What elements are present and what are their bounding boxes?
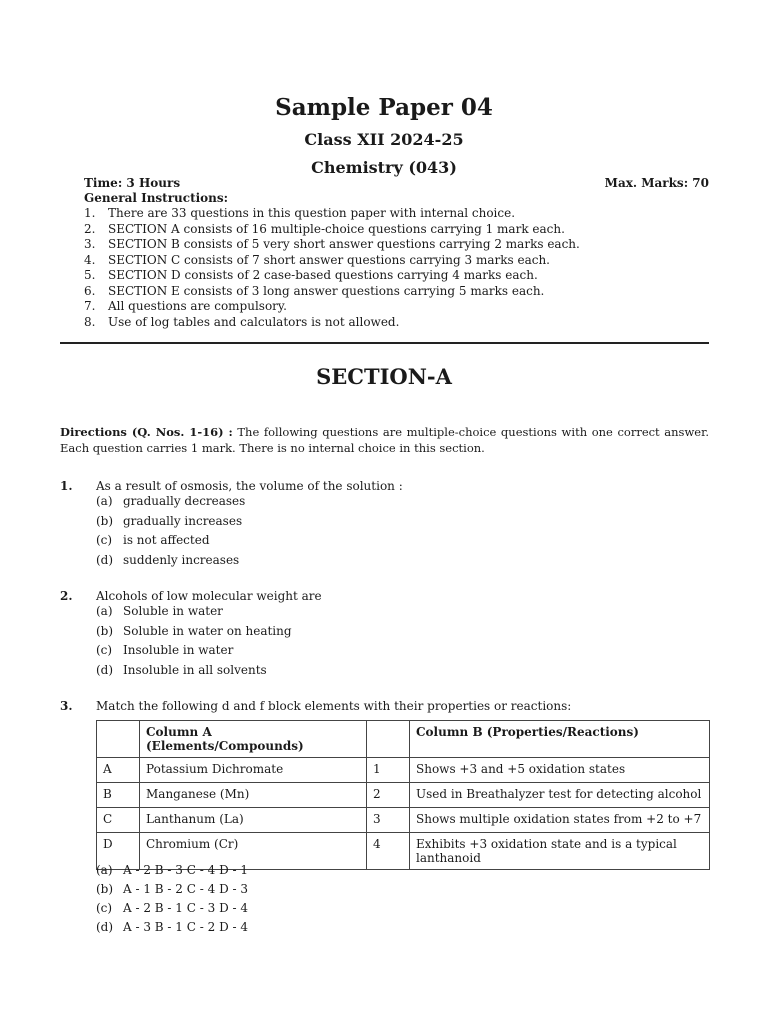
table-cell: C	[97, 808, 140, 833]
instruction-number: 1.	[84, 206, 96, 220]
instruction-item	[84, 253, 580, 269]
option-item	[96, 901, 248, 920]
table-cell: Potassium Dichromate	[140, 758, 367, 783]
question-text: As a result of osmosis, the volume of the solution :	[96, 479, 403, 493]
question-text: Alcohols of low molecular weight are	[96, 589, 322, 603]
table-header-cell	[367, 721, 410, 758]
table-cell: A	[97, 758, 140, 783]
time-label: Time: 3 Hours	[84, 176, 181, 190]
option-text: Soluble in water on heating	[123, 623, 292, 638]
table-row	[97, 758, 710, 783]
option-item	[96, 533, 245, 553]
option-item	[96, 553, 245, 573]
instruction-number: 7.	[84, 299, 96, 313]
option-text: is not affected	[123, 533, 210, 547]
section-title: SECTION-A	[316, 364, 452, 389]
option-label: (b)	[96, 513, 114, 528]
instruction-text: SECTION B consists of 5 very short answer questions carrying 2 marks each.	[108, 237, 580, 251]
instruction-item	[84, 268, 580, 284]
table-cell: Shows multiple oxidation states from +2 to +7	[410, 808, 710, 833]
instruction-text: SECTION E consists of 3 long answer questions carrying 5 marks each.	[108, 283, 545, 298]
table-cell: Shows +3 and +5 oxidation states	[410, 758, 710, 783]
table-row	[97, 808, 710, 833]
option-item	[96, 920, 248, 939]
instruction-text: SECTION C consists of 7 short answer questions carrying 3 marks each.	[108, 252, 550, 267]
question-number: 3.	[60, 699, 73, 713]
option-label: (d)	[96, 552, 114, 567]
option-text: A - 3 B - 1 C - 2 D - 4	[123, 920, 249, 934]
match-table	[96, 720, 710, 870]
options-list	[96, 863, 248, 939]
option-text: Insoluble in water	[123, 643, 234, 657]
option-label: (a)	[96, 494, 113, 508]
instruction-item	[84, 222, 580, 238]
table-header-cell: Column A (Elements/Compounds)	[140, 721, 367, 758]
instruction-number: 5.	[84, 268, 96, 282]
directions-text: The following questions are multiple-choice questions with one correct answer. Each question carries 1 mark. There is no internal choice in this section.	[60, 425, 709, 455]
class-line: Class XII 2024-25	[304, 130, 464, 149]
option-label: (d)	[96, 662, 114, 677]
instruction-number: 6.	[84, 283, 96, 298]
instruction-item	[84, 237, 580, 253]
table-cell: Lanthanum (La)	[140, 808, 367, 833]
option-label: (b)	[96, 623, 114, 638]
option-item	[96, 882, 248, 901]
option-text: Soluble in water	[123, 604, 223, 618]
option-label: (d)	[96, 920, 114, 934]
option-item	[96, 663, 292, 683]
question-number: 2.	[60, 589, 73, 603]
subject-line: Chemistry (043)	[311, 158, 457, 177]
option-text: gradually increases	[123, 513, 243, 528]
table-header-row	[97, 721, 710, 758]
option-label: (a)	[96, 604, 113, 618]
table-cell: Exhibits +3 oxidation state and is a typical lanthanoid	[410, 833, 710, 870]
options-list	[96, 604, 292, 682]
instruction-number: 2.	[84, 221, 96, 236]
instruction-item	[84, 315, 580, 331]
instruction-number: 4.	[84, 252, 96, 267]
table-cell: B	[97, 783, 140, 808]
instruction-text: There are 33 questions in this question paper with internal choice.	[108, 206, 516, 220]
option-item	[96, 604, 292, 624]
directions-label: Directions (Q. Nos. 1-16) :	[60, 425, 233, 439]
table-cell: 1	[367, 758, 410, 783]
option-text: A - 2 B - 1 C - 3 D - 4	[123, 901, 249, 915]
options-list	[96, 494, 245, 572]
option-item	[96, 514, 245, 534]
paper-title: Sample Paper 04	[275, 94, 493, 121]
option-item	[96, 863, 248, 882]
table-cell: 4	[367, 833, 410, 870]
option-label: (b)	[96, 882, 114, 896]
question-text: Match the following d and f block elements with their properties or reactions:	[96, 699, 572, 713]
instruction-text: SECTION A consists of 16 multiple-choice questions carrying 1 mark each.	[108, 221, 565, 236]
table-cell: 2	[367, 783, 410, 808]
instructions-list	[84, 206, 580, 330]
instruction-item	[84, 206, 580, 222]
table-header-cell	[97, 721, 140, 758]
option-label: (c)	[96, 533, 113, 547]
instruction-number: 8.	[84, 314, 96, 329]
option-item	[96, 624, 292, 644]
instruction-text: Use of log tables and calculators is not allowed.	[108, 314, 400, 329]
option-label: (c)	[96, 901, 113, 915]
question-number: 1.	[60, 479, 73, 493]
option-text: Insoluble in all solvents	[123, 662, 267, 677]
option-text: A - 1 B - 2 C - 4 D - 3	[123, 882, 249, 896]
table-cell: Chromium (Cr)	[140, 833, 367, 870]
option-text: A - 2 B - 3 C - 4 D - 1	[123, 863, 249, 877]
table-cell: 3	[367, 808, 410, 833]
table-row	[97, 783, 710, 808]
instruction-item	[84, 284, 580, 300]
instruction-text: SECTION D consists of 2 case-based questions carrying 4 marks each.	[108, 268, 538, 282]
table-cell: Used in Breathalyzer test for detecting alcohol	[410, 783, 710, 808]
instruction-number: 3.	[84, 237, 96, 251]
table-header-cell: Column B (Properties/Reactions)	[410, 721, 710, 758]
general-instructions-heading: General Instructions:	[84, 191, 229, 205]
table-cell: Manganese (Mn)	[140, 783, 367, 808]
option-text: gradually decreases	[123, 494, 246, 508]
max-marks-label: Max. Marks: 70	[604, 176, 709, 190]
table-cell: D	[97, 833, 140, 870]
instruction-item	[84, 299, 580, 315]
option-item	[96, 643, 292, 663]
option-text: suddenly increases	[123, 552, 240, 567]
option-item	[96, 494, 245, 514]
instruction-text: All questions are compulsory.	[108, 299, 287, 313]
option-label: (c)	[96, 643, 113, 657]
option-label: (a)	[96, 863, 113, 877]
section-directions	[60, 424, 709, 456]
section-divider	[60, 342, 709, 344]
